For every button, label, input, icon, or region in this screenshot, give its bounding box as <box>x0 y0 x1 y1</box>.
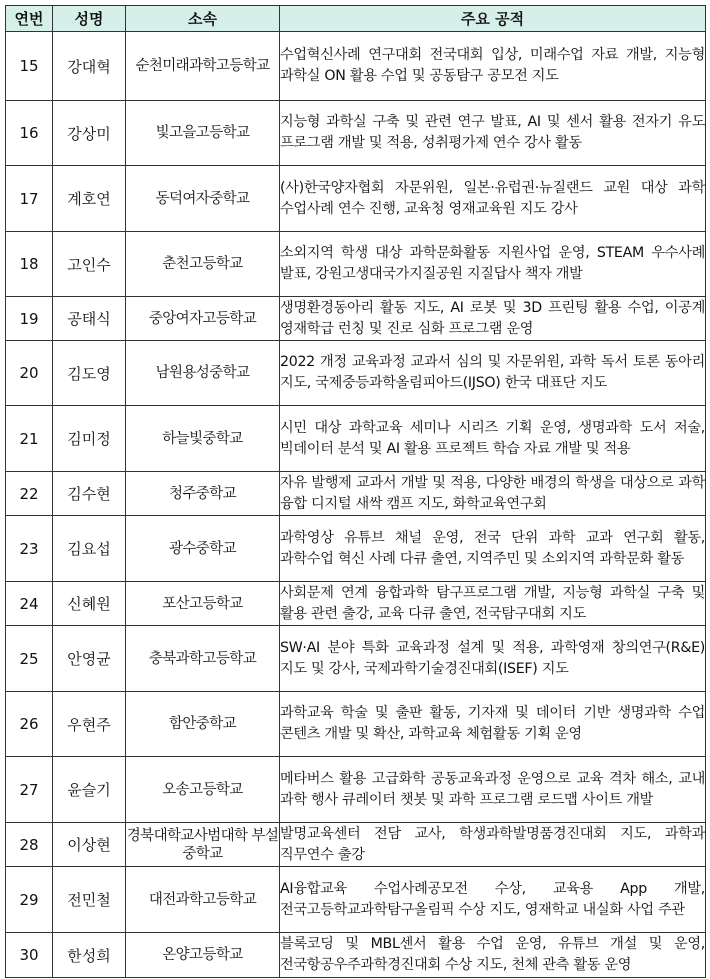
row-achievements: 소외지역 학생 대상 과학문화활동 지원사업 운영, STEAM 우수사례 발표, 강원고생대국가지질공원 지질답사 책자 개발 <box>280 232 706 297</box>
row-affiliation: 충북과학고등학교 <box>126 626 280 692</box>
row-number: 15 <box>6 32 53 101</box>
table-row <box>6 232 706 297</box>
row-number: 19 <box>6 297 53 341</box>
row-number: 26 <box>6 692 53 757</box>
row-affiliation: 남원용성중학교 <box>126 341 280 406</box>
row-achievements: SW·AI 분야 특화 교육과정 설계 및 적용, 과학영재 창의연구(R&E) 지도 및 강사, 국제과학기술경진대회(ISEF) 지도 <box>280 626 706 692</box>
header-name: 성명 <box>53 6 126 32</box>
table-row <box>6 933 706 978</box>
table-row <box>6 867 706 933</box>
row-name: 강대혁 <box>53 32 126 101</box>
header-row <box>6 6 706 32</box>
awardees-table <box>5 5 706 978</box>
row-achievements: AI융합교육 수업사례공모전 수상, 교육용 App 개발, 전국고등학교과학탐구올림픽 수상 지도, 영재학교 내실화 사업 주관 <box>280 867 706 933</box>
row-name: 계호연 <box>53 166 126 232</box>
row-name: 전민철 <box>53 867 126 933</box>
row-name: 공태식 <box>53 297 126 341</box>
row-number: 28 <box>6 823 53 867</box>
row-achievements: (사)한국양자협회 자문위원, 일본·유럽권·뉴질랜드 교원 대상 과학 수업사례 연수 진행, 교육청 영재교육원 지도 강사 <box>280 166 706 232</box>
row-number: 29 <box>6 867 53 933</box>
table-row <box>6 823 706 867</box>
table-row <box>6 32 706 101</box>
row-achievements: 과학영상 유튜브 채널 운영, 전국 단위 과학 교과 연구회 활동, 과학수업 혁신 사례 다큐 출연, 지역주민 및 소외지역 과학문화 활동 <box>280 516 706 582</box>
header-affiliation: 소속 <box>126 6 280 32</box>
row-achievements: 시민 대상 과학교육 세미나 시리즈 기획 운영, 생명과학 도서 저술, 빅데이터 분석 및 AI 활용 프로젝트 학습 자료 개발 및 적용 <box>280 406 706 472</box>
row-affiliation: 하늘빛중학교 <box>126 406 280 472</box>
row-affiliation: 동덕여자중학교 <box>126 166 280 232</box>
row-achievements: 과학교육 학술 및 출판 활동, 기자재 및 데이터 기반 생명과학 수업 콘텐츠 개발 및 확산, 과학교육 체험활동 기획 운영 <box>280 692 706 757</box>
header-achievements: 주요 공적 <box>280 6 706 32</box>
row-affiliation: 함안중학교 <box>126 692 280 757</box>
row-name: 안영균 <box>53 626 126 692</box>
row-name: 신혜원 <box>53 582 126 626</box>
row-name: 김요섭 <box>53 516 126 582</box>
row-achievements: 발명교육센터 전담 교사, 학생과학발명품경진대회 지도, 과학과 직무연수 출강 <box>280 823 706 867</box>
row-number: 22 <box>6 472 53 516</box>
row-name: 김도영 <box>53 341 126 406</box>
row-achievements: 사회문제 연계 융합과학 탐구프로그램 개발, 지능형 과학실 구축 및 활용 관련 출강, 교육 다큐 출연, 전국탐구대회 지도 <box>280 582 706 626</box>
row-achievements: 자유 발행제 교과서 개발 및 적용, 다양한 배경의 학생을 대상으로 과학 융합 디지털 새싹 캠프 지도, 화학교육연구회 <box>280 472 706 516</box>
table-row <box>6 406 706 472</box>
row-achievements: 2022 개정 교육과정 교과서 심의 및 자문위원, 과학 독서 토론 동아리 지도, 국제중등과학올림피아드(IJSO) 한국 대표단 지도 <box>280 341 706 406</box>
table-row <box>6 297 706 341</box>
row-number: 21 <box>6 406 53 472</box>
row-affiliation: 포산고등학교 <box>126 582 280 626</box>
row-achievements: 블록코딩 및 MBL센서 활용 수업 운영, 유튜브 개설 및 운영, 전국항공우주과학경진대회 수상 지도, 천체 관측 활동 운영 <box>280 933 706 978</box>
table-row <box>6 166 706 232</box>
row-number: 17 <box>6 166 53 232</box>
row-affiliation: 빛고을고등학교 <box>126 101 280 166</box>
row-name: 고인수 <box>53 232 126 297</box>
row-number: 20 <box>6 341 53 406</box>
row-affiliation: 광수중학교 <box>126 516 280 582</box>
row-name: 김미정 <box>53 406 126 472</box>
row-number: 16 <box>6 101 53 166</box>
row-name: 김수현 <box>53 472 126 516</box>
row-affiliation: 경북대학교사범대학 부설중학교 <box>126 823 280 867</box>
row-affiliation: 대전과학고등학교 <box>126 867 280 933</box>
table-row <box>6 757 706 823</box>
table-row <box>6 582 706 626</box>
row-affiliation: 중앙여자고등학교 <box>126 297 280 341</box>
row-number: 23 <box>6 516 53 582</box>
table-row <box>6 516 706 582</box>
row-achievements: 메타버스 활용 고급화학 공동교육과정 운영으로 교육 격차 해소, 교내 과학 행사 큐레이터 챗봇 및 과학 프로그램 로드맵 사이트 개발 <box>280 757 706 823</box>
table-row <box>6 626 706 692</box>
row-name: 강상미 <box>53 101 126 166</box>
row-achievements: 생명환경동아리 활동 지도, AI 로봇 및 3D 프린팅 활용 수업, 이공계 영재학급 런칭 및 진로 심화 프로그램 운영 <box>280 297 706 341</box>
row-achievements: 수업혁신사례 연구대회 전국대회 입상, 미래수업 자료 개발, 지능형 과학실 ON 활용 수업 및 공동탐구 공모전 지도 <box>280 32 706 101</box>
row-number: 25 <box>6 626 53 692</box>
row-affiliation: 온양고등학교 <box>126 933 280 978</box>
row-affiliation: 춘천고등학교 <box>126 232 280 297</box>
row-achievements: 지능형 과학실 구축 및 관련 연구 발표, AI 및 센서 활용 전자기 유도 프로그램 개발 및 적용, 성취평가제 연수 강사 활동 <box>280 101 706 166</box>
row-name: 이상현 <box>53 823 126 867</box>
table-row <box>6 472 706 516</box>
row-name: 우현주 <box>53 692 126 757</box>
table-row <box>6 341 706 406</box>
table-row <box>6 692 706 757</box>
row-affiliation: 청주중학교 <box>126 472 280 516</box>
row-name: 한성희 <box>53 933 126 978</box>
row-number: 18 <box>6 232 53 297</box>
row-number: 30 <box>6 933 53 978</box>
table-row <box>6 101 706 166</box>
row-affiliation: 순천미래과학고등학교 <box>126 32 280 101</box>
row-name: 윤슬기 <box>53 757 126 823</box>
header-no: 연번 <box>6 6 53 32</box>
row-number: 27 <box>6 757 53 823</box>
row-number: 24 <box>6 582 53 626</box>
row-affiliation: 오송고등학교 <box>126 757 280 823</box>
